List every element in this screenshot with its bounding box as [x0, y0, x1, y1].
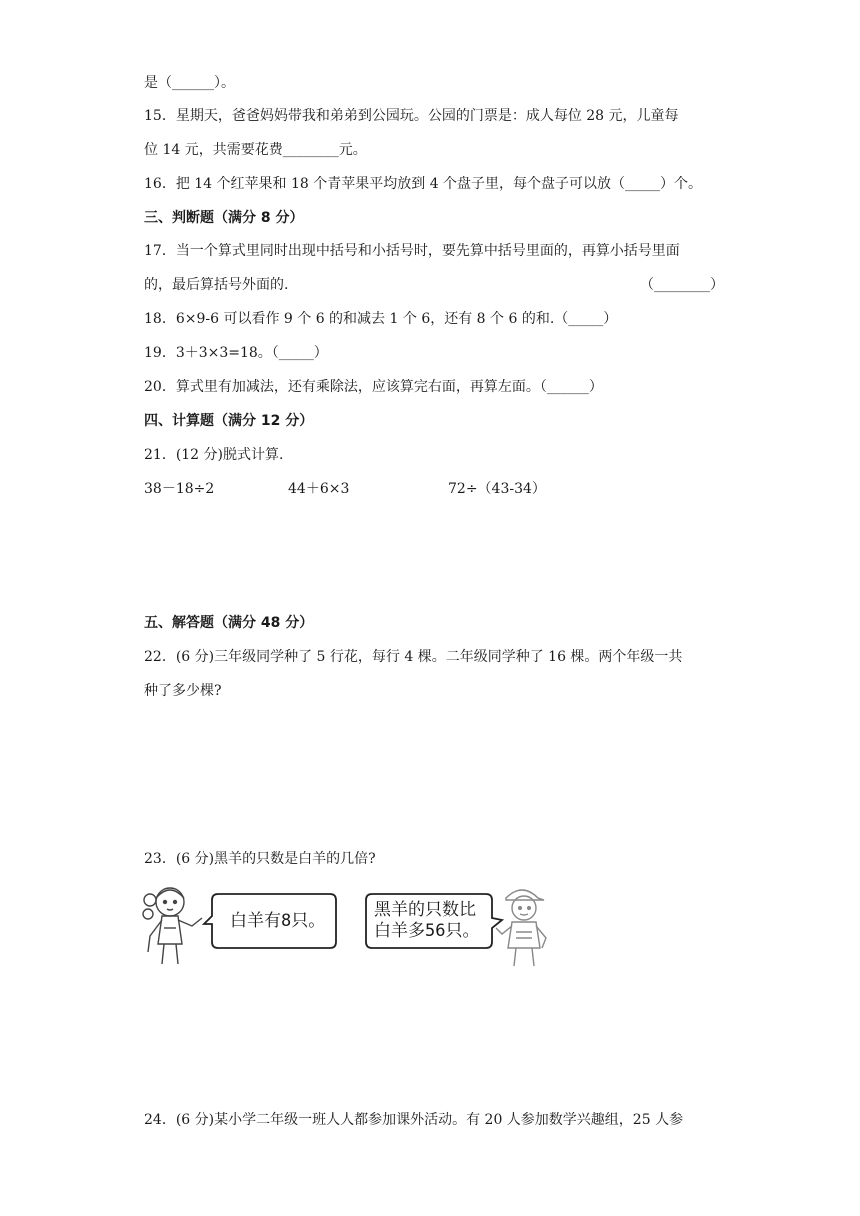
- bubble-black-sheep-text-line1: 黑羊的只数比: [374, 900, 476, 920]
- question-22-line2: 种了多少棵?: [144, 683, 222, 699]
- question-21: 21．(12 分)脱式计算.: [144, 447, 284, 463]
- calc-expression-1: 38－18÷2: [144, 481, 215, 497]
- section-4-heading: 四、计算题（满分 12 分）: [144, 413, 314, 429]
- question-15-line2: 位 14 元，共需要花费________元。: [144, 142, 367, 158]
- girl-character-illustration: [143, 888, 202, 964]
- question-16: 16．把 14 个红苹果和 18 个青苹果平均放到 4 个盘子里，每个盘子可以放（_____）个。: [144, 176, 703, 192]
- question-15-line1: 15．星期天，爸爸妈妈带我和弟弟到公园玩。公园的门票是：成人每位 28 元，儿童每: [144, 108, 679, 124]
- question-19: 19．3＋3×3=18。（_____）: [144, 345, 328, 361]
- sheep-dialogue-figure: [140, 876, 560, 968]
- bubble-white-sheep-text: 白羊有8只。: [230, 911, 326, 931]
- question-20: 20．算式里有加减法，还有乘除法，应该算完右面，再算左面。（______）: [144, 379, 603, 395]
- calc-expression-2: 44＋6×3: [288, 481, 350, 497]
- section-5-heading: 五、解答题（满分 48 分）: [144, 615, 314, 631]
- boy-character-illustration: [496, 890, 546, 966]
- question-14-tail: 是（______）。: [144, 75, 235, 91]
- bubble-black-sheep-text-line2: 白羊多56只。: [374, 921, 480, 941]
- question-23: 23．(6 分)黑羊的只数是白羊的几倍?: [144, 851, 376, 867]
- question-22-line1: 22．(6 分)三年级同学种了 5 行花，每行 4 棵。二年级同学种了 16 棵。两个年级一共: [144, 649, 683, 665]
- section-3-heading: 三、判断题（满分 8 分）: [144, 210, 304, 226]
- question-18: 18．6×9-6 可以看作 9 个 6 的和减去 1 个 6，还有 8 个 6 的和.（_____）: [144, 311, 618, 327]
- question-17-line2: 的，最后算括号外面的.: [144, 277, 289, 293]
- question-17-line1: 17．当一个算式里同时出现中括号和小括号时，要先算中括号里面的，再算小括号里面: [144, 243, 680, 259]
- calc-expression-3: 72÷（43-34）: [448, 481, 546, 497]
- question-24-line1: 24．(6 分)某小学二年级一班人人都参加课外活动。有 20 人参加数学兴趣组，25 人参: [144, 1112, 684, 1128]
- question-17-answer-blank: （________）: [640, 277, 724, 293]
